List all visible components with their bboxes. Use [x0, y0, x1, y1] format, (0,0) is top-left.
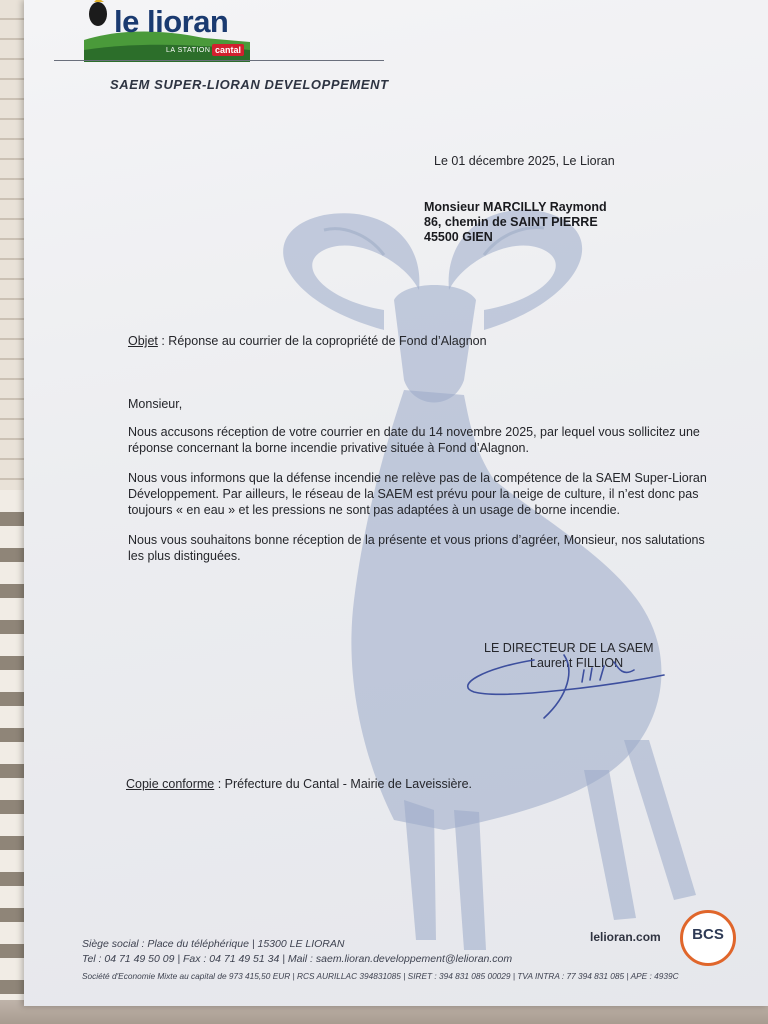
logo-wordmark: le lioran [114, 4, 229, 39]
date-line: Le 01 décembre 2025, Le Lioran [434, 154, 615, 168]
logo-cantal-badge: cantal [212, 44, 244, 56]
copy-label: Copie conforme [126, 777, 215, 791]
copy-text: : Préfecture du Cantal - Mairie de Laveissière. [214, 777, 473, 791]
salutation: Monsieur, [128, 397, 183, 411]
recipient-city: 45500 GIEN [424, 230, 493, 244]
recipient-name: Monsieur MARCILLY Raymond [424, 200, 607, 214]
lelioran-logo [84, 0, 250, 62]
paragraph-3: Nous vous souhaitons bonne réception de la présente et vous prions d’agréer, Monsieur, nos salutations les plus distinguées. [128, 533, 705, 563]
company-name: SAEM SUPER-LIORAN DEVELOPPEMENT [110, 77, 389, 92]
recipient-street: 86, chemin de SAINT PIERRE [424, 215, 598, 229]
logo-tagline: LA STATION [166, 47, 211, 54]
subject-label: Objet [128, 334, 158, 348]
subject-line [128, 333, 487, 349]
striped-cloth [0, 490, 26, 1024]
handwritten-signature-icon [464, 640, 684, 730]
footer-legal: Société d'Economie Mixte au capital de 973 415,50 EUR | RCS AURILLAC 394831085 | SIRET : 394 831 085 00029 | TVA INTRA : 77 394 831 085 | APE : 4939C [82, 971, 679, 981]
paragraph-2: Nous vous informons que la défense incendie ne relève pas de la compétence de la SAEM Super-Lioran Développement. Par ailleurs, le réseau de la SAEM est prévu pour la neige de culture, il n’est donc pas toujours « en eau » et les pressions ne sont pas adaptées à un usage de borne incendie. [128, 471, 707, 517]
letter-sheet [24, 0, 768, 1006]
footer-contact: Tel : 04 71 49 50 09 | Fax : 04 71 49 51 34 | Mail : saem.lioran.developpement@lelioran.com [82, 953, 513, 965]
bcs-certification-logo [680, 910, 736, 966]
footer-address: Siège social : Place du téléphérique | 15300 LE LIORAN [82, 938, 345, 950]
header-rule [54, 60, 384, 61]
copy-line [126, 776, 472, 792]
paragraph-1: Nous accusons réception de votre courrier en date du 14 novembre 2025, par lequel vous sollicitez une réponse concernant la borne incendie privative située à Fond d’Alagnon. [128, 425, 700, 455]
signature-title: LE DIRECTEUR DE LA SAEM [484, 641, 654, 655]
footer-website: lelioran.com [590, 930, 661, 944]
subject-text: : Réponse au courrier de la copropriété de Fond d’Alagnon [157, 334, 487, 348]
signature-name: Laurent FILLION [530, 656, 624, 670]
bcs-label: BCS [692, 926, 724, 943]
